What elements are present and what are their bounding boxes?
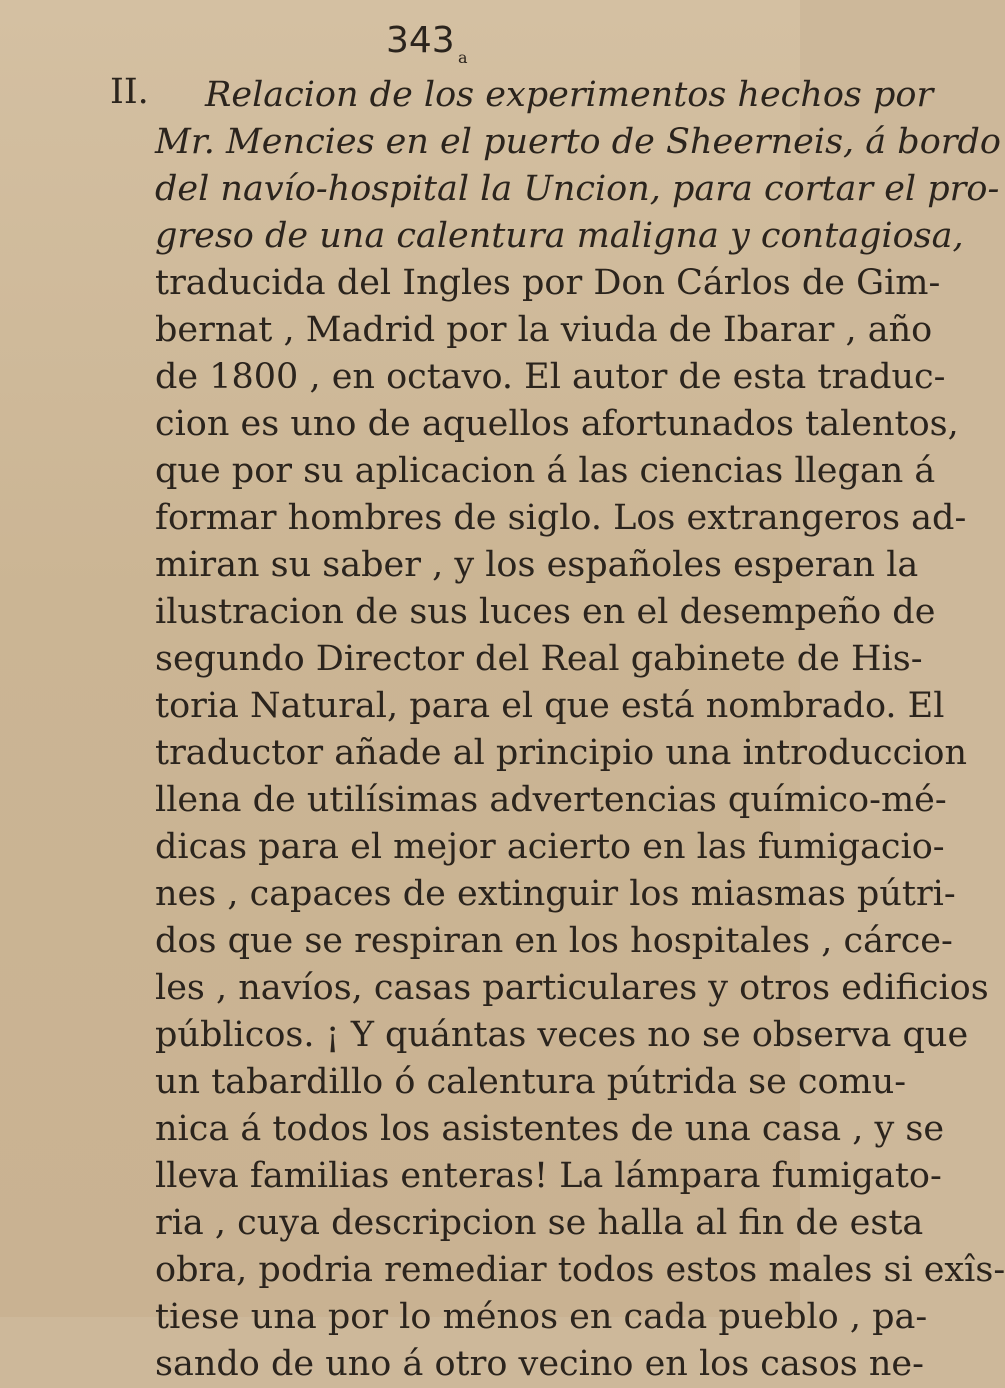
text-line: dicas para el mejor acierto en las fumigacio- (155, 827, 945, 867)
text-line: nica á todos los asistentes de una casa , y se (155, 1109, 945, 1149)
text-line: sando de uno á otro vecino en los casos ne- (155, 1344, 924, 1384)
text-line: nes , capaces de extinguir los miasmas pútri- (155, 874, 956, 914)
text-line: ilustracion de sus luces en el desempeño de (155, 592, 936, 632)
text-line: llena de utilísimas advertencias químico-mé- (155, 780, 947, 820)
text-line: formar hombres de siglo. Los extrangeros ad- (155, 498, 967, 538)
text-line: cion es uno de aquellos afortunados talentos, (155, 404, 959, 444)
text-line: Mr. Mencies en el puerto de Sheerneis, á bordo (155, 122, 1001, 162)
page-number: 343 (386, 20, 455, 61)
page-header (0, 14, 800, 67)
text-line: públicos. ¡ Y quántas veces no se observa que (155, 1015, 969, 1055)
text-line: lleva familias enteras! La lámpara fumigato- (155, 1156, 942, 1196)
text-line: obra, podria remediar todos estos males si exîs- (155, 1250, 1005, 1290)
text-line: un tabardillo ó calentura pútrida se comu- (155, 1062, 907, 1102)
text-line: miran su saber , y los españoles esperan la (155, 545, 919, 585)
text-line: greso de una calentura maligna y contagiosa, (155, 216, 964, 256)
text-line: bernat , Madrid por la viuda de Ibarar , año (155, 310, 933, 350)
text-line: les , navíos, casas particulares y otros edificios (155, 968, 989, 1008)
text-line: de 1800 , en octavo. El autor de esta traduc- (155, 357, 946, 397)
text-line: tiese una por lo ménos en cada pueblo , pa- (155, 1297, 928, 1337)
text-line: toria Natural, para el que está nombrado. El (155, 686, 945, 726)
section-number: II. (110, 72, 149, 112)
text-line: ria , cuya descripcion se halla al fin de esta (155, 1203, 924, 1243)
text-line: Relacion de los experimentos hechos por (205, 75, 934, 115)
text-line: segundo Director del Real gabinete de His- (155, 639, 923, 679)
signature-mark: a (458, 48, 468, 67)
text-line: dos que se respiran en los hospitales , cárce- (155, 921, 953, 961)
text-line: traducida del Ingles por Don Cárlos de Gim- (155, 263, 941, 303)
text-line: que por su aplicacion á las ciencias llegan á (155, 451, 936, 491)
text-line: traductor añade al principio una introduccion (155, 733, 968, 773)
text-line: del navío-hospital la Uncion, para cortar el pro- (155, 169, 1000, 209)
